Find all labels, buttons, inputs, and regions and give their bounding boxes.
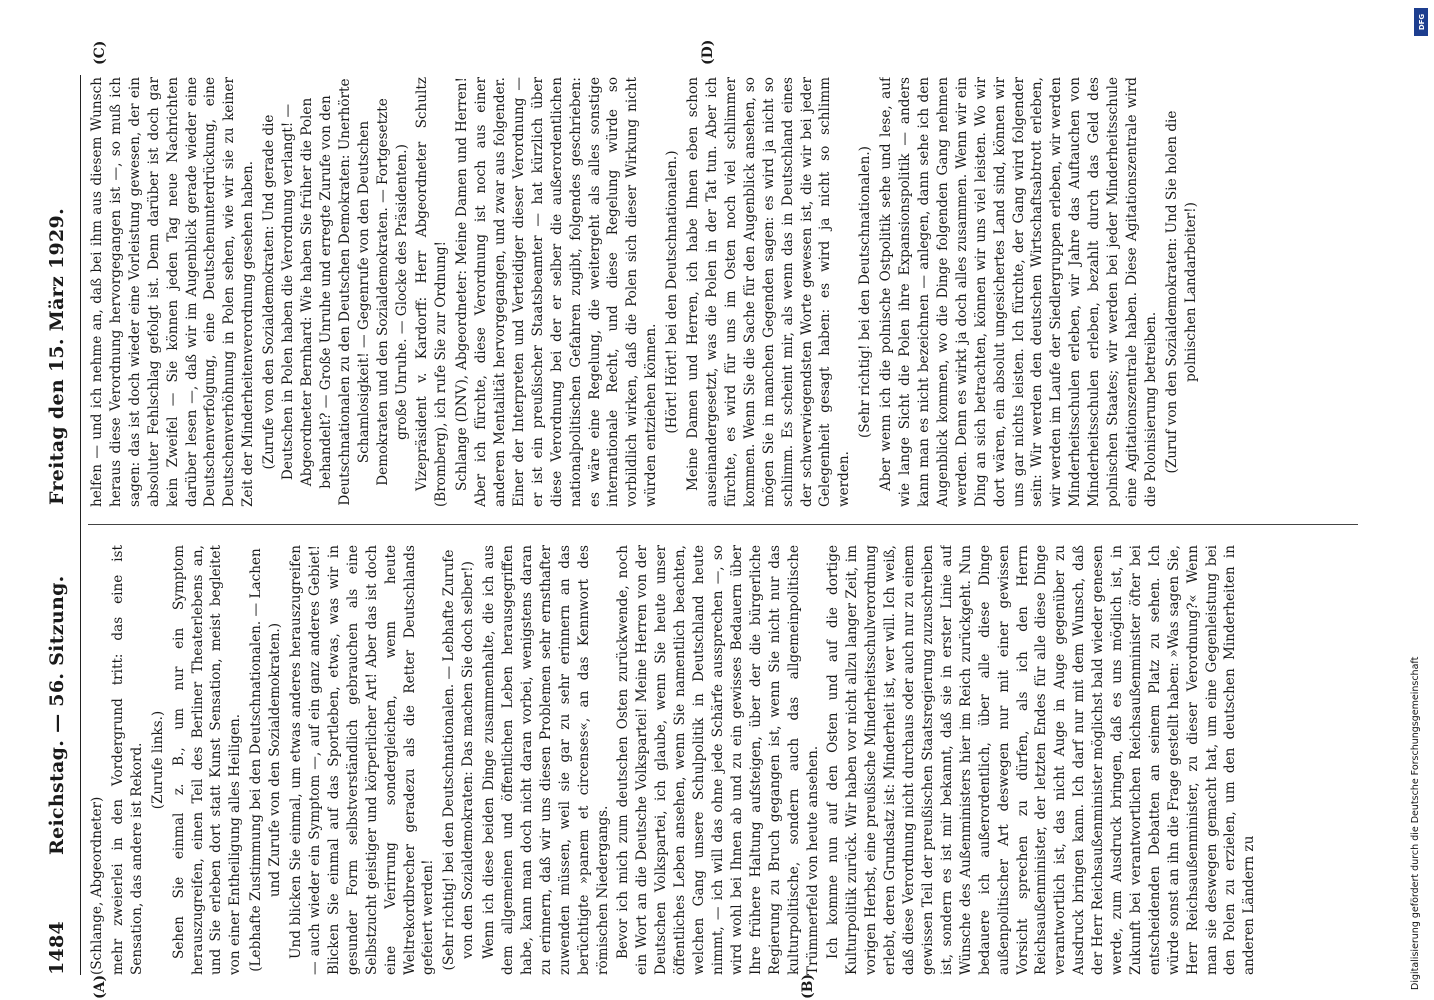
speaker-line: (Schlange, Abgeordneter) — [89, 796, 105, 975]
paragraph: helfen — und ich nehme an, daß bei ihm aus diesem Wunsch heraus diese Verordnung hervorgegangen ist —, so muß ich sagen: das ist doch wieder eine Vorleistung gewesen, der ein absoluter Fehlschlag gefolgt ist. Denn darüber ist doch gar kein Zweifel — Sie können jeden Tag neue Nachrichten darüber lesen —, daß wir im Augenblick gerade wieder eine Deutschenverfolgung, eine Deutschenunterdrückung, eine Deutschenverhöhnung in Polen sehen, wie wir sie zu keiner Zeit der Minderheitenverordnung gesehen haben. — [89, 77, 257, 507]
session-date: Freitag den 15. März 1929. — [46, 208, 68, 505]
session-title: Reichstag. — 56. Sitzung. — [46, 575, 68, 855]
interjection: (Sehr richtig! bei den Deutschnationalen. — Lebhafte Zurufe von den Sozialdemokraten: Das machen Sie doch selber!) — [441, 549, 477, 971]
margin-marker-c: (C) — [92, 40, 108, 65]
dfg-logo-text: DFG — [1418, 13, 1426, 31]
paragraph: Sehen Sie einmal z. B., um nur ein Symptom herauszugreifen, einen Teil des Berliner Theaterlebens an, und Sie erleben dort statt Kunst Sensation, meist begleitet von einer Entheiligung alles Heiligen. — [170, 545, 244, 975]
right-column — [88, 77, 1358, 507]
paragraph: Aber wenn ich die polnische Ostpolitik sehe und lese, auf wie lange Sicht die Polen ihre Expansionspolitik — anders kann man es nicht bezeichnen — anlegen, dann sehe ich den Augenblick kommen, wo die Dinge folgenden Gang nehmen werden. Denn es wirkt ja doch alles zusammen. Wenn wir ein Ding an sich betrachten, können wir uns viel leisten. Wo wir dort wären, ein absolut ungesichertes Land sind, können wir uns gar nichts leisten. Ich fürchte, der Gang wird folgender sein: Wir werden den deutschen Wirtschaftsabtrott erleben, wir werden im Laufe der Siedlergruppen erleben, wir werden Minderheitsschulen erleben, wir Jahre das Auftauchen von Minderheitsschulen erleben, bezahlt durch das Geld des polnischen Staates; wir werden bei jeder Minderheitsschule eine Agitationszentrale haben. Diese Agitationszentrale wird die Polonisierung betreiben. — [878, 77, 1159, 507]
dfg-logo — [1414, 8, 1428, 36]
digitization-credit — [1410, 42, 1424, 990]
interjection: (Zurufe von den Sozialdemokraten: Und gerade die Deutschen in Polen haben die Verordnung verlangt! — Abgeordneter Bernhard: Wie haben Sie früher die Polen behandelt? — Große Unruhe und erregte Zurufe von den Deutschnationalen zu den Deutschen Demokraten: Unerhörte Schamlosigkeit! — Gegenrufe von den Deutschen Demokraten und den Sozialdemokraten. — Fortgesetzte große Unruhe. — Glocke des Präsidenten.) — [261, 78, 410, 506]
interjection: (Lebhafte Zustimmung bei den Deutschnationalen. — Lachen und Zurufe von den Sozialdemokraten.) — [248, 548, 284, 972]
margin-marker-d: (D) — [700, 39, 716, 65]
paragraph: mehr zweierlei in den Vordergrund tritt: das eine ist Sensation, das andere ist Rekord. — [109, 545, 145, 975]
page-number: 1484 — [46, 920, 68, 975]
rotated-page-content — [0, 39, 1390, 1000]
paragraph: Vizepräsident v. Kardorff: Herr Abgeordneter Schultz (Bromberg), ich rufe Sie zur Ordnung! — [414, 77, 450, 507]
paragraph: Meine Damen und Herren, ich habe Ihnen eben schon auseinandergesetzt, was die Polen in der Tat tun. Aber ich fürchte, es wird für uns im Osten noch viel schlimmer kommen. Wenn Sie die Sache für den Augenblick ansehen, so mögen Sie in manchen Gegenden sagen: es wird ja nicht so schlimm. Es scheint mir, als wenn das in Deutschland eines der schwerwiegendsten Worte gewesen ist, die wir bei jeder Gelegenheit gesagt haben: es wird ja nicht so schlimm werden. — [685, 77, 853, 507]
paragraph: Und blicken Sie einmal, um etwas anderes herauszugreifen — auch wieder ein Symptom —, auf ein ganz anderes Gebiet! Blicken Sie einmal auf das Sportleben, etwas, was wir in gesunder Form selbstverständlich gebrauchen als eine Selbstzucht geistiger und körperlicher Art! Aber das ist doch eine Verirrung sondergleichen, wenn heute Weltrekordbrecher geradezu als die Retter Deutschlands gefeiert werden! — [288, 545, 437, 975]
interjection: (Zurufe links.) — [149, 710, 166, 810]
paragraph: Ich komme nun auf den Osten und auf die dortige Kulturpolitik zurück. Wir haben vor nicht allzu langer Zeit, im vorigen Herbst, eine preußische Minderheitsschulverordnung erlebt, deren Grundsatz ist: Minderheit ist, wer will. Ich weiß, daß diese Verordnung nicht durchaus oder auch nur zu einem gewissen Teil der preußischen Staatsregierung zuzuschreiben ist, sondern es ist mir bekannt, daß sie in erster Linie auf Wünsche des Außenministers hier im Reich zurückgeht. Nun bedauere ich außerordentlich, über alle diese Dinge außenpolitischer Art deswegen nur mit einer gewissen Vorsicht sprechen zu dürfen, als ich den Herrn Reichsaußenminister, der letzten Endes für alle diese Dinge verantwortlich ist, das nicht Auge in Auge gegenüber zu Ausdruck bringen kann. Ich darf nur mit dem Wunsch, daß der Herr Reichsaußenminister möglichst bald wieder genesen werde, zum Ausdruck bringen, daß es uns möglich ist, in Zukunft bei verantwortlichen Reichsaußenminister öfter bei entscheidenden Debatten an seinem Platz zu sehen. Ich würde sonst an ihn die Frage gestellt haben: »Was sagen Sie, Herr Reichsaußenminister, zu dieser Verordnung?« Wenn man sie deswegen gemacht hat, um eine Gegenleistung bei den Polen zu erzielen, um den deutschen Minderheiten in anderen Ländern zu — [825, 545, 1258, 975]
paragraph: Wenn ich diese beiden Dinge zusammenhalte, die ich aus dem allgemeinen und öffentlichen Leben herausgegriffen habe, kann man doch nicht daran vorbei, wenigstens daran zu erinnern, daß wir uns diesen Problemen sehr ernsthafter zuwenden müssen, weil sie gar zu sehr erinnern an das berüchtigte »panem et circenses«, an das Kennwort des römischen Niedergangs. — [481, 545, 611, 975]
interjection: (Hört! Hört! bei den Deutschnationalen.) — [664, 150, 681, 434]
margin-marker-a: (A) — [92, 974, 108, 999]
column-divider — [88, 524, 1358, 525]
paragraph: Bevor ich mich zum deutschen Osten zurückwende, noch ein Wort an die Deutsche Volkspartei! Meine Herren von der Deutschen Volkspartei, ich glaube, wenn Sie heute unser öffentliches Leben ansehen, wenn Sie namentlich beachten, welchen Gang unsere Schulpolitik in Deutschland heute nimmt, — ich will das ohne jede Schärfe aussprechen —, so wird wohl bei Ihnen ab und zu ein gewisses Bedauern über Ihre frühere Haltung aufsteigen, über der die bürgerliche Regierung zu Bruch gegangen ist, wenn Sie nicht nur das kulturpolitische, sondern auch das allgemeinpolitische Trümmerfeld von heute ansehen. — [615, 545, 821, 975]
left-column — [88, 545, 1358, 975]
paragraph: Schlange (DNV), Abgeordneter: Meine Damen und Herren! Aber ich fürchte, diese Verordnung ist noch aus einer anderen Mentalität hervorgegangen, und zwar aus folgender. Einer der Interpreten und Verteidiger dieser Verordnung — er ist ein preußischer Staatsbeamter — hat kürzlich über diese Verordnung bei der er selber die außerordentlichen nationalpolitischen Gefahren zugibt, folgendes geschrieben: es wäre eine Regelung, die weitergeht als alles sonstige internationale Recht, und diese Regelung würde so vorbildlich wirken, daß die Polen sich dieser Wirkung nicht würden entziehen können. — [454, 77, 660, 507]
margin-marker-b: (B) — [800, 973, 816, 999]
credit-text: Digitalisierung gefördert durch die Deutsche Forschungsgemeinschaft — [1410, 656, 1421, 990]
interjection: (Zuruf von den Sozialdemokraten: Und Sie holen die polnischen Landarbeiter!) — [1163, 110, 1199, 474]
interjection: (Sehr richtig! bei den Deutschnationalen.) — [857, 146, 874, 438]
page-header — [40, 75, 81, 975]
